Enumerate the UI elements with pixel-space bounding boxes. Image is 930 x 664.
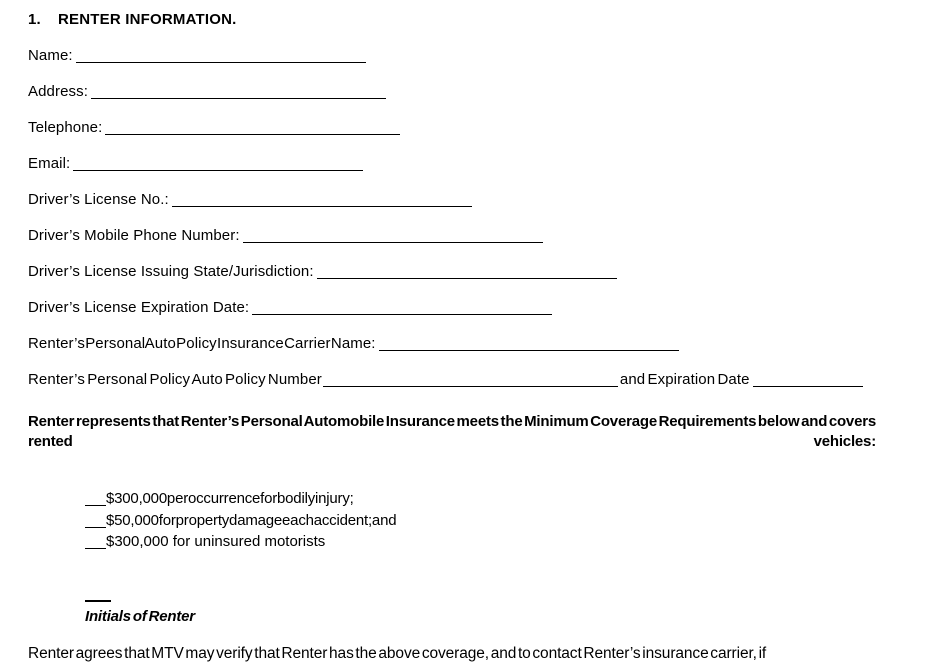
coverage-item-text: $50,000 for property damage each accident; and: [106, 511, 397, 529]
field-row-mobile-phone: [28, 225, 900, 246]
coverage-item-text: $300,000 per occurrence for bodily injury;: [106, 490, 354, 507]
field-row-telephone: [28, 117, 900, 138]
coverage-item-uninsured-motorists: [85, 531, 900, 553]
field-row-address: [28, 81, 900, 102]
field-row-policy-number: [28, 369, 900, 390]
telephone-label: Telephone:: [28, 119, 103, 136]
field-row-issuing-state: [28, 261, 900, 282]
bodily-injury-initial-blank[interactable]: [85, 492, 106, 506]
property-damage-initial-blank[interactable]: [85, 514, 106, 528]
coverage-item-property-damage: [85, 510, 900, 532]
license-expiration-label: Driver’s License Expiration Date:: [28, 299, 250, 316]
field-row-license-expiration: [28, 297, 900, 318]
issuing-state-blank-line[interactable]: [317, 265, 617, 279]
insurance-carrier-blank-line[interactable]: [379, 337, 679, 351]
field-row-insurance-carrier: [28, 333, 900, 354]
initials-of-renter-label: Initials of Renter: [85, 607, 195, 625]
drivers-license-no-blank-line[interactable]: [172, 193, 472, 207]
initials-block: [85, 586, 900, 628]
field-row-email: [28, 153, 900, 174]
name-label: Name:: [28, 47, 73, 64]
address-label: Address:: [28, 83, 88, 100]
license-expiration-blank-line[interactable]: [252, 301, 552, 315]
address-blank-line[interactable]: [91, 85, 386, 99]
insurance-carrier-label: Renter’s Personal Auto Policy Insurance Carrier Name:: [28, 335, 376, 352]
policy-expiration-blank-line[interactable]: [753, 373, 863, 387]
name-blank-line[interactable]: [76, 49, 366, 63]
field-row-name: [28, 45, 900, 66]
email-label: Email:: [28, 155, 71, 172]
mobile-phone-blank-line[interactable]: [243, 229, 543, 243]
section-title: RENTER INFORMATION.: [58, 11, 237, 28]
mobile-phone-label: Driver’s Mobile Phone Number:: [28, 227, 240, 244]
email-blank-line[interactable]: [73, 157, 363, 171]
coverage-requirements-intro: Renter represents that Renter’s Personal Automobile Insurance meets the Minimum Coverage Requirements below and covers rented vehicles:: [28, 413, 876, 450]
section-heading: [28, 11, 900, 28]
coverage-item-text: $300,000 for uninsured motorists: [106, 533, 326, 550]
issuing-state-label: Driver’s License Issuing State/Jurisdiction:: [28, 263, 314, 280]
field-row-drivers-license-no: [28, 189, 900, 210]
drivers-license-no-label: Driver’s License No.:: [28, 191, 169, 208]
verification-paragraph: Renter agrees that MTV may verify that Renter has the above coverage, and to contact Renter’s insurance carrier, if: [28, 644, 767, 662]
coverage-item-bodily-injury: [85, 488, 900, 510]
renter-initials-blank-line[interactable]: [85, 587, 111, 602]
policy-number-blank-line[interactable]: [323, 373, 618, 387]
policy-expiration-label: and Expiration Date: [619, 371, 750, 388]
policy-number-label: Renter’s Personal Policy Auto Policy Number: [28, 371, 322, 388]
coverage-list: [85, 488, 900, 553]
uninsured-motorists-initial-blank[interactable]: [85, 535, 106, 549]
section-number: 1.: [28, 11, 41, 28]
telephone-blank-line[interactable]: [105, 121, 400, 135]
